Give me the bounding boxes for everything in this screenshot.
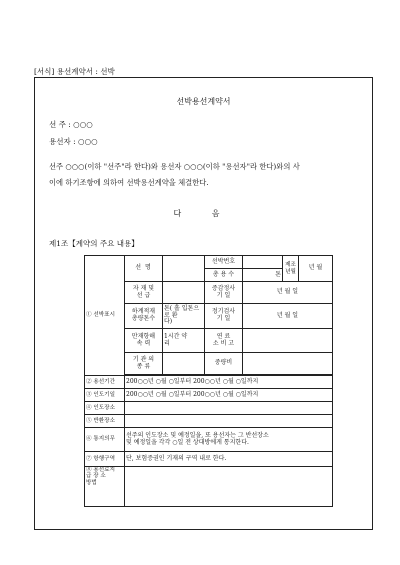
build-year-value: 년 월 (299, 256, 333, 282)
load-weight-value: 톤( 흘 입톤으로 환 다) (163, 304, 205, 329)
charter-period-label: ② 용선기간 (85, 376, 125, 389)
ship-no-label: 선박번호 (205, 256, 243, 269)
document-title: 선박용선계약서 (176, 97, 231, 106)
return-place-cell[interactable] (125, 415, 333, 428)
shipowner-line: 선 주 : ○○○ (49, 120, 93, 129)
navigation-area-value: 단, 보험증권인 기재의 구역 내로 한다. (125, 452, 333, 467)
return-place-label: ⑤ 반환장소 (85, 415, 125, 428)
notice-duty-value: 선주의 인도장소 및 예정일을, 또 용선자는 그 반선장소 및 예정일을 각각 ○일 전 상대방에게 통지한다. (125, 428, 333, 452)
ship-display-label: ① 선박표시 (85, 256, 125, 376)
delivery-date-value: 200○○년 ○월 ○일부터 200○○년 ○월 ○일까지 (125, 389, 333, 402)
charter-fee-cell[interactable] (125, 467, 333, 507)
survey-date-value: 년 월 일 (243, 282, 333, 304)
article-1-heading: 제1조【계약의 주요 내용】 (49, 239, 139, 248)
delivery-place-cell[interactable] (125, 402, 333, 415)
material-cell[interactable] (163, 282, 205, 304)
regular-survey-label: 정기검사 기 일 (205, 304, 243, 329)
capacity-cell[interactable] (243, 353, 333, 375)
regular-survey-value: 년 월 일 (243, 304, 333, 329)
engine-cell[interactable] (163, 353, 205, 375)
tonnage-label: 총 용 수 (205, 269, 243, 282)
speed-value: 1시간 약 리 (163, 329, 205, 353)
delivery-place-label: ④ 인도장소 (85, 402, 125, 415)
capacity-label: 중량비 (205, 353, 243, 375)
delivery-date-label: ③ 인도기일 (85, 389, 125, 402)
tonnage-unit: 톤 (243, 269, 283, 282)
navigation-area-label: ⑦ 항행구역 (85, 452, 125, 467)
charter-fee-label: ⑧ 용선료지 급 장 소 방법 (85, 467, 125, 507)
form-caption: [서식] 용선계약서 : 선박 (34, 67, 115, 76)
da-eum-heading: 다 음 (173, 209, 234, 218)
ship-name-cell[interactable] (163, 256, 205, 282)
intro-line-2: 이에 하기조항에 의하여 선박용선계약을 체결한다. (49, 178, 209, 187)
charterer-line: 용선자 : ○○○ (49, 137, 98, 146)
ship-name-label: 선 명 (125, 256, 163, 282)
survey-date-label: 증감정사 기 일 (205, 282, 243, 304)
speed-label: 만재항해 속 력 (125, 329, 163, 353)
build-year-label: 제조년월 (283, 256, 299, 282)
intro-line-1: 선주 ○○○(이하 "선주"라 한다)와 용선자 ○○○(이하 "용선자"라 한다)와의 사 (49, 162, 300, 171)
fuel-cell[interactable] (243, 329, 333, 353)
load-weight-label: 하계적재 총량톤수 (125, 304, 163, 329)
notice-duty-label: ⑥ 통지의무 (85, 428, 125, 452)
material-label: 자 재 및 선 급 (125, 282, 163, 304)
charter-period-value: 200○○년 ○월 ○일부터 200○○년 ○월 ○일까지 (125, 376, 333, 389)
engine-label: 기 관 의 종 류 (125, 353, 163, 375)
contract-terms-table (84, 255, 333, 507)
fuel-label: 연 료 소 비 고 (205, 329, 243, 353)
ship-no-cell[interactable] (243, 256, 283, 269)
